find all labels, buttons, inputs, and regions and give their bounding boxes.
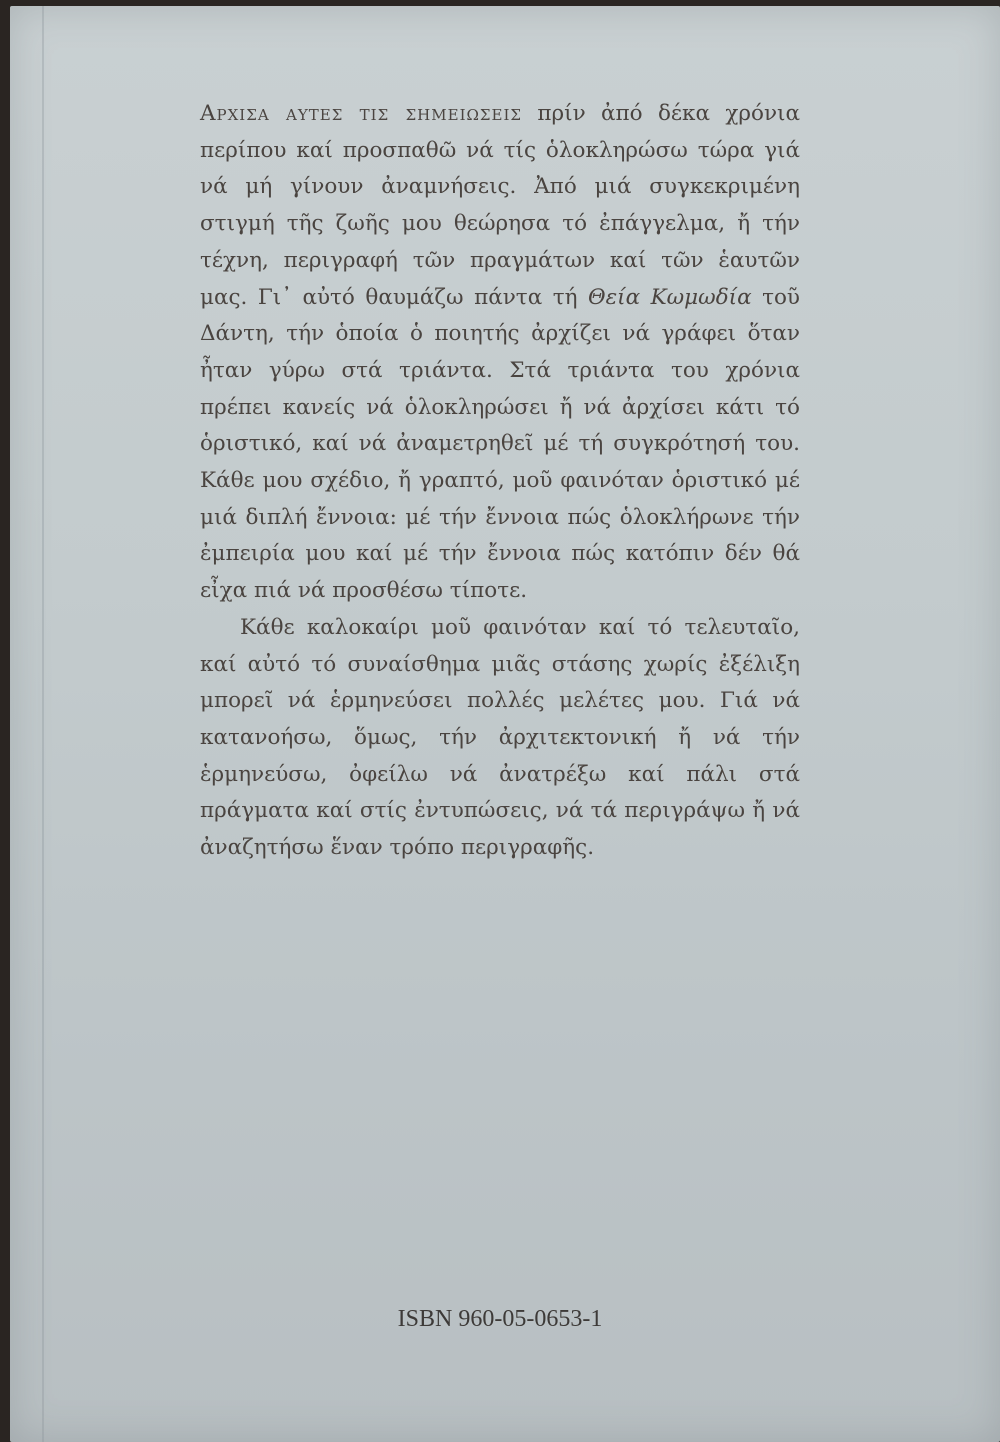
blurb-text-a: πρίν ἀπό δέκα χρόνια περίπου καί προσπαθῶ νά τίς ὁλοκληρώσω τώρα γιά νά μή γίνουν ἀναμνήσεις. Ἀπό μιά συγκεκριμένη στιγμή τῆς ζωῆς μου θεώρησα τό ἐπάγγελμα, ἤ τήν τέχνη, περιγραφή τῶν πραγμάτων καί τῶν ἑαυτῶν μας. Γι᾽ αὐτό θαυμάζω πάντα τή [200, 101, 801, 310]
cover-fold-line [42, 6, 44, 1442]
blurb-text [200, 96, 800, 867]
blurb-paragraph-2: Κάθε καλοκαίρι μοῦ φαινόταν καί τό τελευταῖο, καί αὐτό τό συναίσθημα μιᾶς στάσης χωρίς ἐξέλιξη μπορεῖ νά ἑρμηνεύσει πολλές μελέτες μου. Γιά νά κατανοήσω, ὅμως, τήν ἀρχιτεκτονική ἤ νά τήν ἑρμηνεύσω, ὀφείλω νά ἀνατρέξω καί πάλι στά πράγματα καί στίς ἐντυπώσεις, νά τά περιγράψω ἤ νά ἀναζητήσω ἕναν τρόπο περιγραφῆς. [200, 614, 800, 861]
blurb-text-b: τοῦ Δάντη, τήν ὁποία ὁ ποιητής ἀρχίζει νά γράφει ὅταν ἦταν γύρω στά τριάντα. Στά τριάντα του χρόνια πρέπει κανείς νά ὁλοκληρώσει ἤ νά ἀρχίσει κάτι τό ὁριστικό, καί νά ἀναμετρηθεῖ μέ τή συγκρότησή του. Κάθε μου σχέδιο, ἤ γραπτό, μοῦ φαινόταν ὁριστικό μέ μιά διπλή ἔννοια: μέ τήν ἔννοια πώς ὁλοκλήρωνε τήν ἐμπειρία μου καί μέ τήν ἔννοια πώς κατόπιν δέν θά εἶχα πιά νά προσθέσω τίποτε. [200, 284, 800, 604]
blurb-paragraph-1 [200, 96, 800, 610]
blurb-italic-title: Θεία Κωμωδία [587, 284, 752, 310]
isbn-number: ISBN 960-05-0653-1 [397, 1306, 603, 1332]
blurb-lead-caps: Αρχισα αυτες τις σημειωσεις [200, 101, 523, 126]
